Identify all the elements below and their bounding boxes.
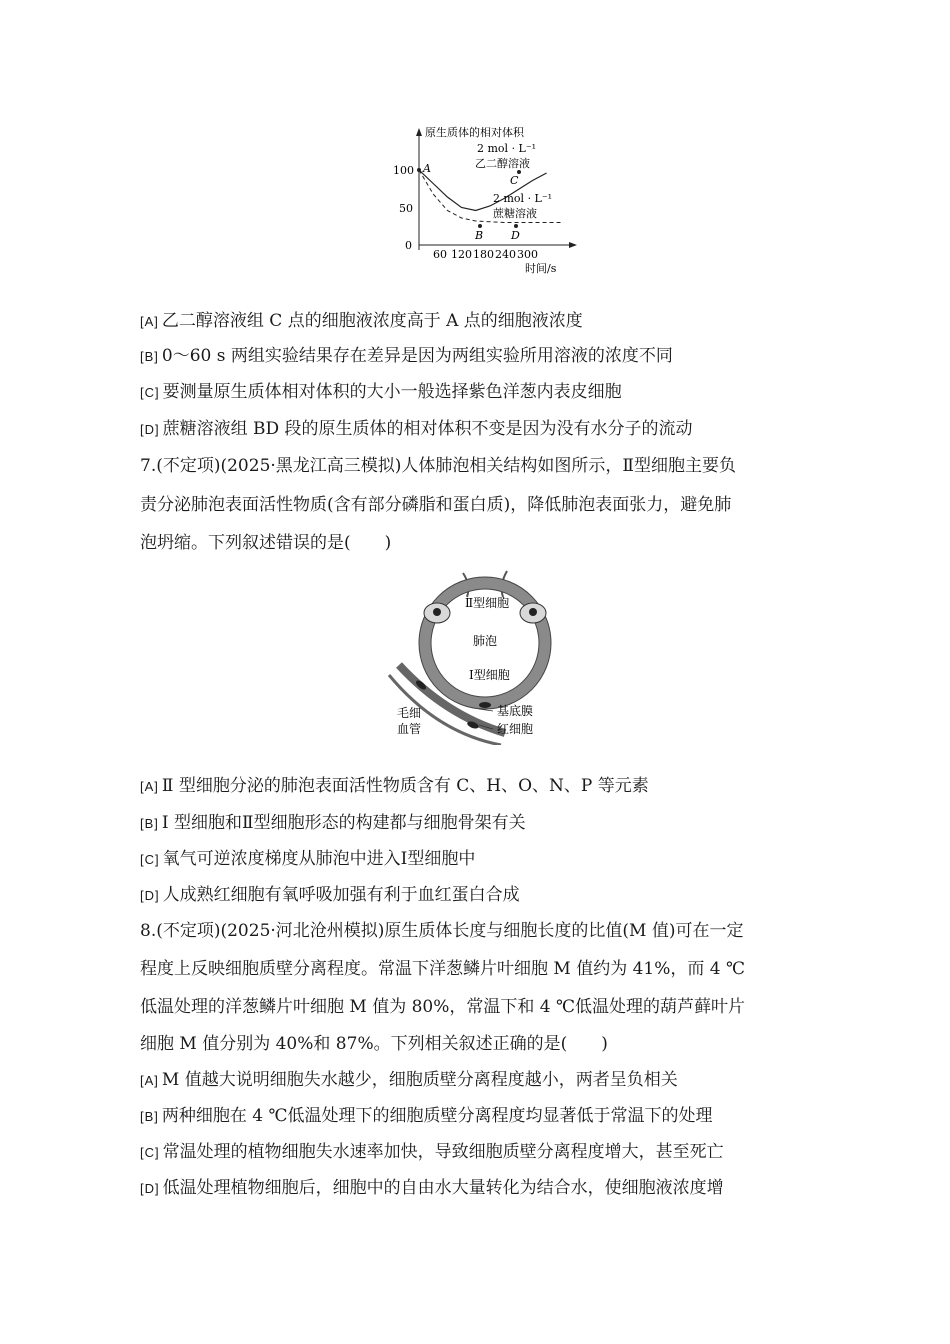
q6-option-a[interactable] — [140, 309, 583, 334]
q8-stem-line: 细胞 M 值分别为 40%和 87%。下列相关叙述正确的是( ) — [140, 1034, 608, 1054]
y-tick-100: 100 — [393, 164, 414, 177]
option-tag: [B] — [140, 1109, 159, 1124]
q8-stem-line: 低温处理的洋葱鳞片叶细胞 M 值为 80%，常温下和 4 ℃低温处理的葫芦藓叶片 — [140, 997, 746, 1017]
type1-cell-nucleus — [479, 702, 491, 708]
q7-option-b[interactable] — [140, 811, 526, 836]
y-tick-50: 50 — [399, 202, 413, 215]
q6-option-c[interactable] — [140, 380, 622, 405]
series2-label-name: 蔗糖溶液 — [493, 207, 537, 220]
option-tag: [A] — [140, 779, 159, 794]
point-a-dot — [417, 168, 421, 172]
point-a-label: A — [423, 162, 431, 175]
option-tag: [A] — [140, 314, 159, 329]
option-tag: [D] — [140, 1181, 160, 1196]
series1-label-name: 乙二醇溶液 — [475, 157, 530, 170]
q7-option-a[interactable] — [140, 774, 649, 799]
q6-option-d[interactable] — [140, 417, 693, 442]
option-text: M 值越大说明细胞失水越少，细胞质壁分离程度越小，两者呈负相关 — [161, 1070, 678, 1090]
series1-label-conc: 2 mol · L⁻¹ — [477, 142, 537, 155]
x-tick-240: 240 — [495, 248, 516, 261]
label-red-blood-cell: 红细胞 — [497, 722, 534, 736]
option-text: 两种细胞在 4 ℃低温处理下的细胞质壁分离程度均显著低于常温下的处理 — [161, 1106, 713, 1126]
q7-option-d[interactable] — [140, 883, 520, 908]
q7-stem-line: 7.(不定项)(2025·黑龙江高三模拟)人体肺泡相关结构如图所示，Ⅱ型细胞主要负 — [140, 456, 736, 476]
q8-option-a[interactable] — [140, 1068, 678, 1093]
nucleus — [433, 608, 441, 616]
option-text: 氧气可逆浓度梯度从肺泡中进入Ⅰ型细胞中 — [162, 849, 476, 869]
x-tick-300: 300 — [517, 248, 538, 261]
option-text: 乙二醇溶液组 C 点的细胞液浓度高于 A 点的细胞液浓度 — [161, 311, 583, 331]
q6-option-b[interactable] — [140, 344, 673, 369]
label-alveolus: 肺泡 — [473, 634, 498, 648]
protoplast-volume-chart — [385, 122, 585, 282]
y-axis-label: 原生质体的相对体积 — [425, 126, 524, 139]
nucleus — [529, 608, 537, 616]
q8-stem-line: 8.(不定项)(2025·河北沧州模拟)原生质体长度与细胞长度的比值(M 值)可在一定 — [140, 921, 744, 941]
option-text: Ⅰ 型细胞和Ⅱ型细胞形态的构建都与细胞骨架有关 — [161, 813, 526, 833]
option-text: 要测量原生质体相对体积的大小一般选择紫色洋葱内表皮细胞 — [162, 382, 622, 402]
option-tag: [A] — [140, 1073, 159, 1088]
q8-stem-line: 程度上反映细胞质壁分离程度。常温下洋葱鳞片叶细胞 M 值约为 41%，而 4 ℃ — [140, 959, 746, 979]
q7-option-c[interactable] — [140, 847, 475, 872]
label-type2-cell: Ⅱ型细胞 — [465, 596, 510, 610]
point-d-dot — [514, 224, 518, 228]
q8-option-d[interactable] — [140, 1176, 724, 1201]
point-b-label: B — [475, 229, 484, 242]
point-b-dot — [478, 224, 482, 228]
y-tick-0: 0 — [405, 239, 412, 252]
x-axis-label: 时间/s — [525, 262, 557, 275]
option-tag: [D] — [140, 422, 160, 437]
label-capillary-2: 血管 — [397, 722, 422, 736]
q8-option-b[interactable] — [140, 1104, 713, 1129]
x-axis-arrow — [569, 242, 577, 248]
series2-label-conc: 2 mol · L⁻¹ — [493, 192, 553, 205]
option-tag: [B] — [140, 349, 159, 364]
option-tag: [C] — [140, 852, 160, 867]
option-text: 低温处理植物细胞后，细胞中的自由水大量转化为结合水，使细胞液浓度增 — [162, 1178, 724, 1198]
q7-stem-line: 责分泌肺泡表面活性物质(含有部分磷脂和蛋白质)，降低肺泡表面张力，避免肺 — [140, 495, 732, 515]
q7-stem-line: 泡坍缩。下列叙述错误的是( ) — [140, 533, 392, 553]
q8-option-c[interactable] — [140, 1140, 724, 1165]
option-text: 0～60 s 两组实验结果存在差异是因为两组实验所用溶液的浓度不同 — [161, 346, 673, 366]
label-type1-cell: Ⅰ型细胞 — [469, 668, 510, 682]
option-tag: [B] — [140, 816, 159, 831]
label-basement-membrane: 基底膜 — [497, 704, 534, 718]
point-c-label: C — [510, 174, 519, 187]
option-text: 蔗糖溶液组 BD 段的原生质体的相对体积不变是因为没有水分子的流动 — [162, 419, 693, 439]
alveolus-diagram — [385, 565, 585, 745]
x-tick-60: 60 — [433, 248, 447, 261]
label-capillary-1: 毛细 — [397, 706, 422, 720]
y-axis-arrow — [416, 128, 422, 136]
x-tick-120: 120 — [451, 248, 472, 261]
option-tag: [D] — [140, 888, 160, 903]
option-tag: [C] — [140, 1145, 160, 1160]
x-tick-180: 180 — [473, 248, 494, 261]
point-d-label: D — [511, 229, 520, 242]
option-text: Ⅱ 型细胞分泌的肺泡表面活性物质含有 C、H、O、N、P 等元素 — [161, 776, 649, 796]
option-tag: [C] — [140, 385, 160, 400]
option-text: 常温处理的植物细胞失水速率加快，导致细胞质壁分离程度增大，甚至死亡 — [162, 1142, 724, 1162]
option-text: 人成熟红细胞有氧呼吸加强有利于血红蛋白合成 — [162, 885, 520, 905]
